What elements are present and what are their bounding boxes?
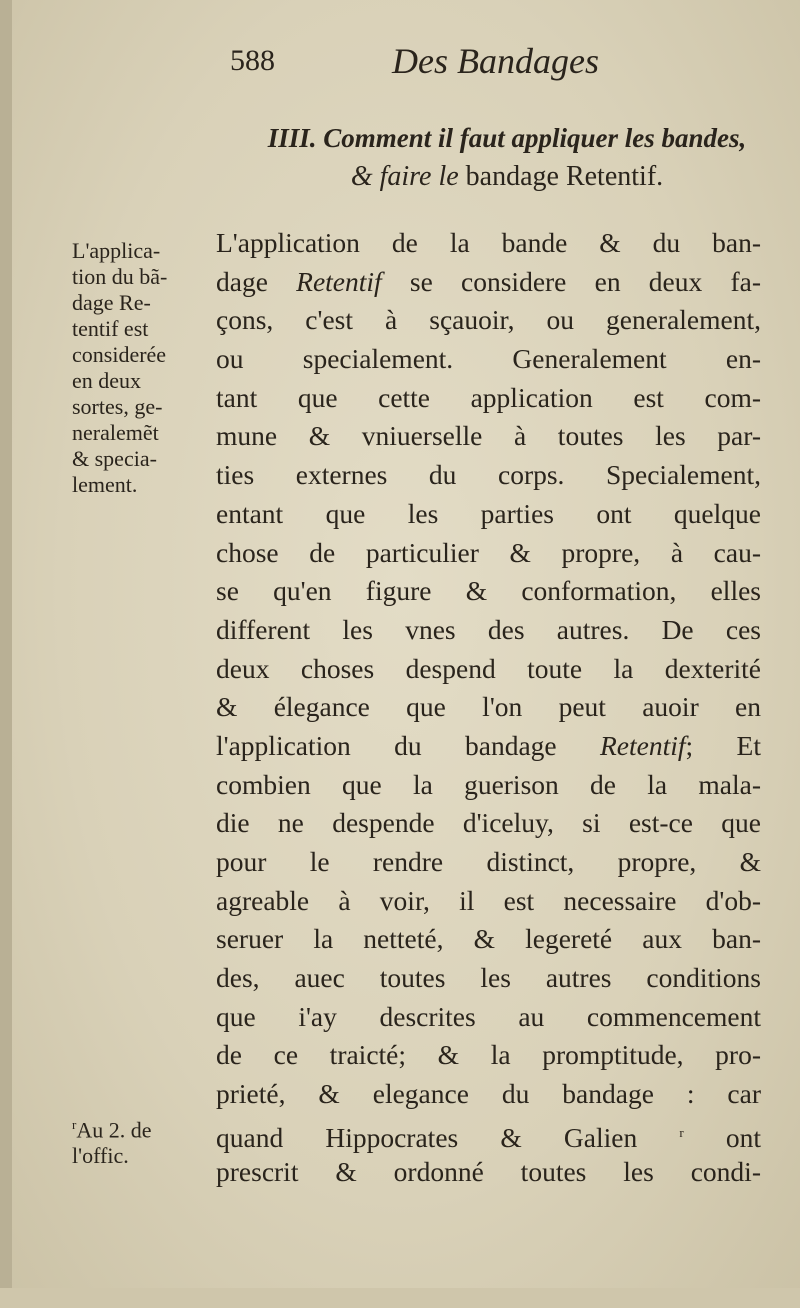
footnote-marker: r	[72, 1117, 77, 1132]
body-line: que i'ay descrites au commencement	[216, 1000, 761, 1032]
page-left-shadow	[0, 0, 12, 1308]
body-line	[216, 1114, 761, 1153]
margin-note-line: tentif est	[72, 316, 149, 341]
body-line-segment: ; Et	[685, 729, 761, 761]
body-line: ties externes du corps. Specialement,	[216, 459, 761, 491]
margin-note-line: lement.	[72, 472, 138, 497]
body-line-segment: quand Hippocrates & Galien	[216, 1121, 680, 1153]
body-line-segment: Retentif	[296, 265, 382, 297]
margin-note-line: l'offic.	[72, 1143, 129, 1169]
body-line: seruer la netteté, & legereté aux ban-	[216, 923, 761, 955]
body-line: des, auec toutes les autres conditions	[216, 962, 761, 994]
body-line: & élegance que l'on peut auoir en	[216, 691, 761, 723]
body-line: prescrit & ordonné toutes les condi-	[216, 1155, 761, 1187]
body-line-segment: dage	[216, 265, 297, 297]
margin-note-line	[72, 1112, 212, 1143]
margin-note-line-text: Au 2. de	[76, 1117, 152, 1143]
footnote-marker: r	[679, 1124, 684, 1140]
section-heading	[222, 118, 792, 196]
page-bottom-edge	[0, 1288, 800, 1308]
body-line	[216, 263, 761, 302]
body-line: de ce traicté; & la promptitude, pro-	[216, 1039, 761, 1071]
margin-note-line: tion du bã-	[72, 264, 168, 289]
body-line: tant que cette application est com-	[216, 381, 761, 413]
margin-note-application	[72, 238, 212, 498]
body-line: L'application de la bande & du ban-	[216, 227, 761, 258]
body-line: combien que la guerison de la mala-	[216, 768, 761, 800]
body-line: ou specialement. Generalement en-	[216, 343, 761, 375]
margin-note-reference	[72, 1112, 212, 1169]
margin-note-line: sortes, ge-	[72, 394, 163, 419]
body-line: different les vnes des autres. De ces	[216, 613, 761, 645]
margin-note-line: considerée	[72, 342, 167, 367]
body-line: agreable à voir, il est necessaire d'ob-	[216, 884, 761, 916]
section-heading-line-2	[222, 158, 792, 196]
running-title: Des Bandages	[392, 41, 599, 81]
body-line: çons, c'est à sçauoir, ou generalement,	[216, 304, 761, 336]
body-line: die ne despende d'iceluy, si est-ce que	[216, 807, 761, 839]
body-line: chose de particulier & propre, à cau-	[216, 536, 761, 568]
margin-note-line: neralemẽt	[72, 420, 159, 445]
section-heading-line-1: IIII. Comment il faut appliquer les bandes,	[267, 123, 747, 153]
body-text	[216, 224, 761, 1191]
body-line: se qu'en figure & conformation, elles	[216, 575, 761, 607]
margin-note-line: & specia-	[72, 446, 157, 471]
body-line-segment: se considere en deux fa-	[381, 265, 761, 297]
section-heading-line-2-italic: & faire le	[350, 161, 459, 192]
body-line-segment: Retentif	[600, 729, 686, 761]
body-line-segment: ont	[683, 1121, 762, 1153]
body-line: pour le rendre distinct, propre, &	[216, 846, 761, 877]
margin-note-line: dage Re-	[72, 290, 151, 315]
margin-note-line: en deux	[72, 368, 142, 393]
section-heading-line-2-roman: bandage Retentif.	[458, 161, 664, 192]
body-line: prieté, & elegance du bandage : car	[216, 1078, 761, 1110]
body-line-segment: l'application du bandage	[216, 729, 600, 761]
body-line	[216, 727, 761, 766]
body-line: entant que les parties ont quelque	[216, 497, 761, 529]
page-header	[220, 38, 780, 88]
body-line: deux choses despend toute la dexterité	[216, 652, 761, 684]
body-line: mune & vniuerselle à toutes les par-	[216, 420, 761, 452]
page-number: 588	[230, 44, 275, 77]
margin-note-line: L'applica-	[72, 238, 161, 263]
